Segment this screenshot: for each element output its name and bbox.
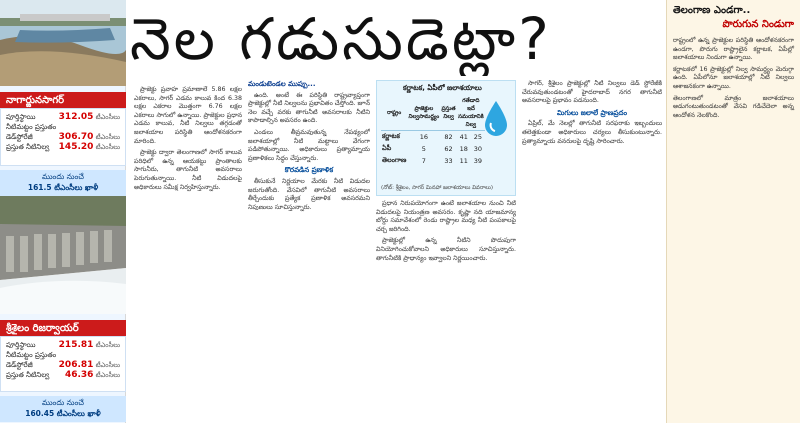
article-column-1: ప్రాజెక్టు ప్రవాహ ప్రమాణాలే 5.86 లక్షల ఎకరాలు, సాగర్‌ ఎడమ కాలువ కింద 6.38 లక్షల ఎకరాల మొత్తంగా 6.76 లక్షల ఎకరాలు సాగులో ఉన్నాయి. ప్రాజెక్టుల ప్రధాన ఎడమ కాలువ, నీటి నిల్వలు తగ్గడంతో జలాశయాల పరిస్థితి ఆందోళనకరంగా మారింది. ప్రాజెక్టు ద్వారా తెలంగాణలో సాగర్‌ కాలువ పరిధిలో ఉన్న ఆయకట్టు ప్రాంతాలకు సాగునీరు, తాగునీటి అవసరాలు పెరుగుతున్నాయి. నీటి విడుదలపై అధికారులు సమీక్ష నిర్వహిస్తున్నారు. [134,86,242,191]
dam1-empty-box: ముందు నుంచే 161.5 టీఎంసీలు ఖాళీ [0,170,126,196]
dam2-name: శ్రీశైలం రిజర్వాయర్ [0,320,126,338]
article-column-3: ప్రధాన నిరుపయోగంగా ఉంటే జలాశయాల నుంచి నీటి విడుదలపై నియంత్రణ అవసరం. కృష్ణా నది యాజమాన్య బోర్డు సమావేశంలో రెండు రాష్ట్రాల మధ్య నీటి పంపకాలపై చర్చ జరిగింది. ప్రాజెక్టుల్లో ఉన్న నీటిని పొదుపుగా వినియోగించుకోవాలని అధికారులు సూచిస్తున్నారు. తాగునీటికి ప్రాధాన్యం ఇవ్వాలని నిర్ణయించారు. [376,200,516,262]
nagarjunasagar-dam-photo [0,0,126,86]
table-title: కర్ణాటక, ఏపీలో జలాశయాలు [403,84,482,92]
reservoir-table-box [376,80,516,196]
right-sidebar [666,0,800,423]
subhead-surplus: మిగులు జలాలే ప్రాణప్రదం [556,108,628,117]
srisailam-dam-photo [0,196,126,314]
dam2-empty-box: ముందు నుంచే 160.45 టీఎంసీలు ఖాళీ [0,396,126,422]
left-column [0,0,126,423]
dam2-stat-current: ప్రస్తుత నీటినిల్వ 46.36 టీఎంసీలు [6,370,120,380]
article-column-2: మండుటెండ‌ల ముప్పు... ఉంది. అంటే ఈ పరిస్థితి రాష్ట్రవ్యాప్తంగా ప్రాజెక్టుల్లో నీటి నిల్వలను ప్రభావితం చేస్తోంది. జూన్‌ నెల వచ్చే వరకు తాగునీటి అవసరాలకు నీటిని కాపాడాల్సిన అవసరం ఉంది. ఎండలు తీవ్రమవుతున్న నేపథ్యంలో జలాశయాల్లో నీటి మట్టాలు వేగంగా పడిపోతున్నాయి. అధికారులు ప్రత్యామ్నాయ ప్రణాళికలు సిద్ధం చేస్తున్నారు. కొరవడిన ప్రణాళిక తీసుకునే నిర్ణయాల మేరకు నీటి విడుదల జరుగుతోంది. వేసవిలో తాగునీటి అవసరాలు తీర్చేందుకు ప్రత్యేక ప్రణాళిక అవసరమని నిపుణులు సూచిస్తున్నారు. [248,80,370,211]
dam1-stat-full: పూర్తిస్థాయి 312.05 టీఎంసీలు [6,112,120,122]
reservoir-table [381,96,485,167]
table-row: తెలంగాణ 7 33 11 39 [382,156,483,165]
dam1-stat-level: నీటిమట్టం ప్రస్తుతం [6,123,57,131]
table-row: కర్ణాటక 16 82 41 25 [382,132,483,141]
dam2-stat-full: పూర్తిస్థాయి 215.81 టీఎంసీలు [6,340,120,350]
page-headline: నెల గడుసుడెట్లా? [130,5,552,73]
table-note: (నోట్‌: శ్రీశైలం, సాగర్‌ మినహా జలాశయాలు వివరాలు) [381,185,494,191]
dam2-stat-level: నీటిమట్టం ప్రస్తుతం [6,351,57,359]
article-body [130,80,662,423]
dam1-stat-current: ప్రస్తుత నీటినిల్వ 145.20 టీఎంసీలు [6,142,120,152]
article-column-4: సాగర్‌, శ్రీశైలం ప్రాజెక్టుల్లో నీటి నిల్వలు డెడ్‌ స్టోరేజీకి చేరువవుతుండటంతో హైదరాబాద్‌ నగర తాగునీటి అవసరాలపై ప్రభావం పడనుంది. మిగులు జలాలే ప్రాణప్రదం ఏప్రిల్‌, మే నెలల్లో తాగునీటి సరఫరాకు ఇబ్బందులు తలెత్తకుండా అధికారులు చర్యలు తీసుకుంటున్నారు. ప్రత్యామ్నాయ వనరులపై దృష్టి సారించారు. [522,80,662,145]
water-drop-icon [483,99,509,139]
dam1-name: నాగార్జునసాగర్ [0,92,126,110]
article-kicker: మండుటెండ‌ల ముప్పు... [248,80,316,88]
dam2-stat-dead: డెడ్‌స్టోరేజీ 206.81 టీఎంసీలు [6,360,120,370]
subhead-planning: కొరవడిన ప్రణాళిక [284,166,334,175]
table-header-row: రాష్ట్రం ప్రాజెక్టుల నిల్వసామర్థ్యం ప్రస్తుత నిల్వ గతేడాది ఇదే సమయానికి నిల్వ [381,96,485,131]
sidebar-body: రాష్ట్రంలో ఉన్న ప్రాజెక్టుల పరిస్థితి ఆందోళనకరంగా ఉండగా, పొరుగు రాష్ట్రాలైన కర్ణాటక, ఏపీల్లో జలాశయాలు నిండుగా ఉన్నాయి. కర్ణాటకలో 16 ప్రాజెక్టుల్లో నిల్వ సామర్థ్యం మెరుగ్గా ఉంది. ఏపీలోనూ జలాశయాల్లో నీటి నిల్వలు ఆశాజనకంగా ఉన్నాయి. తెలంగాణలో మాత్రం జలాశయాలు అడుగంటుతుండటంతో వేసవి గడిచేదెలా అన్న ఆందోళన నెలకొంది. [673,37,794,119]
sidebar-headline: తెలంగాణ ఎండగా.. పొరుగున నిండుగా [673,5,794,30]
table-row: ఏపీ 5 62 18 30 [382,144,483,153]
dam1-stat-dead: డెడ్‌స్టోరేజీ 306.70 టీఎంసీలు [6,132,120,142]
dam1-stats [0,108,126,166]
dam2-stats [0,336,126,392]
